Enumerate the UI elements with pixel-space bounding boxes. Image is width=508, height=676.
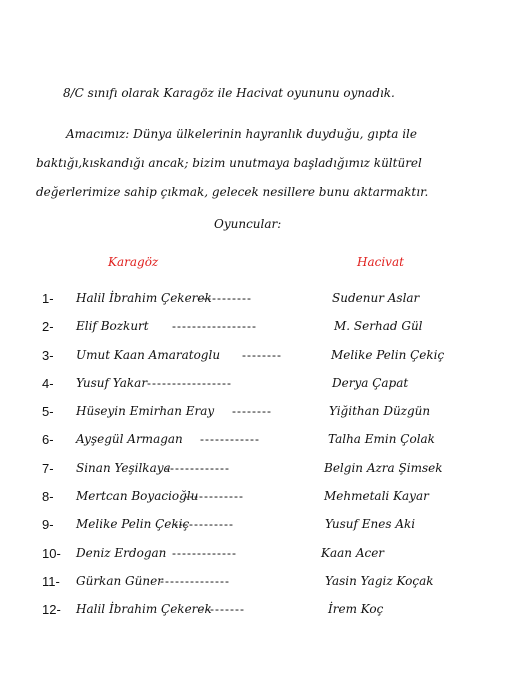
player-row: [42, 430, 482, 458]
karagoz-player-name: Umut Kaan Amaratoglu: [76, 347, 221, 362]
row-number: 10-: [42, 545, 61, 561]
karagoz-player-name: Hüseyin Emirhan Eray: [76, 404, 215, 419]
hacivat-player-name: Yusuf Enes Aki: [325, 517, 416, 532]
paragraph-line: değerlerimize sahip çıkmak, gelecek nesillere bunu aktarmaktır.: [36, 185, 429, 199]
row-number: 5-: [42, 404, 54, 420]
karagoz-player-name: Yusuf Yakar: [76, 375, 148, 390]
intro-line: 8/C sınıfı olarak Karagöz ile Hacivat oyununu oynadık.: [63, 86, 395, 100]
dash-separator: -----------------: [172, 319, 257, 334]
row-number: 4-: [42, 375, 54, 391]
players-title: Oyuncular:: [214, 217, 282, 231]
player-row: [42, 544, 482, 572]
karagoz-player-name: Mertcan Boyacioğlu: [76, 489, 199, 504]
intro-paragraph: [36, 120, 476, 207]
dash-separator: -----------: [197, 291, 252, 305]
hacivat-player-name: Mehmetali Kayar: [324, 489, 429, 504]
hacivat-player-name: M. Serhad Gül: [334, 319, 423, 334]
player-row: [42, 402, 482, 430]
player-row: [42, 346, 482, 374]
player-row: [42, 572, 482, 600]
dash-separator: --------: [232, 404, 272, 419]
player-row: [42, 487, 482, 515]
karagoz-player-name: Deniz Erdogan: [76, 545, 167, 560]
hacivat-column-header: Hacivat: [357, 255, 404, 269]
paragraph-line: baktığı,kıskandığı ancak; bizim unutmaya başladığımız kültürel: [36, 156, 422, 170]
paragraph-line: Amacımız: Dünya ülkelerinin hayranlık duyduğu, gıpta ile: [66, 127, 417, 141]
dash-separator: ------------: [174, 517, 234, 532]
row-number: 2-: [42, 319, 54, 335]
karagoz-player-name: Halil İbrahim Çekerek: [76, 602, 212, 617]
hacivat-player-name: Yiğithan Düzgün: [329, 404, 431, 419]
hacivat-player-name: Talha Emin Çolak: [328, 432, 435, 447]
karagoz-player-name: Sinan Yeşilkaya: [76, 460, 171, 475]
karagoz-player-name: Ayşegül Armagan: [76, 432, 183, 447]
dash-separator: -----------------: [147, 375, 232, 390]
player-row: [42, 459, 482, 487]
player-list: [42, 289, 482, 629]
karagoz-player-name: Melike Pelin Çekiç: [76, 517, 190, 532]
hacivat-player-name: Sudenur Aslar: [332, 291, 420, 305]
hacivat-player-name: İrem Koç: [328, 602, 384, 617]
row-number: 11-: [42, 573, 60, 589]
hacivat-player-name: Belgin Azra Şimsek: [324, 460, 443, 475]
row-number: 3-: [42, 347, 54, 363]
dash-separator: --------: [242, 347, 282, 362]
player-row: [42, 317, 482, 345]
dash-separator: ------------: [200, 432, 260, 447]
dash-separator: -------------: [165, 460, 230, 475]
dash-separator: ---------: [200, 602, 245, 617]
karagoz-column-header: Karagöz: [108, 255, 159, 269]
player-row: [42, 515, 482, 543]
karagoz-player-name: Gürkan Güner: [76, 573, 163, 588]
player-row: [42, 600, 482, 628]
row-number: 6-: [42, 432, 54, 448]
row-number: 7-: [42, 460, 54, 476]
dash-separator: ------------: [184, 489, 244, 504]
player-row: [42, 374, 482, 402]
dash-separator: --------------: [160, 573, 230, 588]
hacivat-player-name: Melike Pelin Çekiç: [331, 347, 445, 362]
row-number: 9-: [42, 517, 54, 533]
karagoz-player-name: Elif Bozkurt: [76, 319, 149, 334]
row-number: 1-: [42, 291, 54, 306]
row-number: 12-: [42, 602, 61, 618]
hacivat-player-name: Derya Çapat: [332, 375, 409, 390]
dash-separator: -------------: [172, 545, 237, 560]
player-row: [42, 289, 482, 317]
row-number: 8-: [42, 489, 54, 505]
hacivat-player-name: Kaan Acer: [321, 545, 385, 560]
hacivat-player-name: Yasin Yagiz Koçak: [325, 573, 434, 588]
karagoz-player-name: Halil İbrahim Çekerek: [76, 291, 212, 305]
